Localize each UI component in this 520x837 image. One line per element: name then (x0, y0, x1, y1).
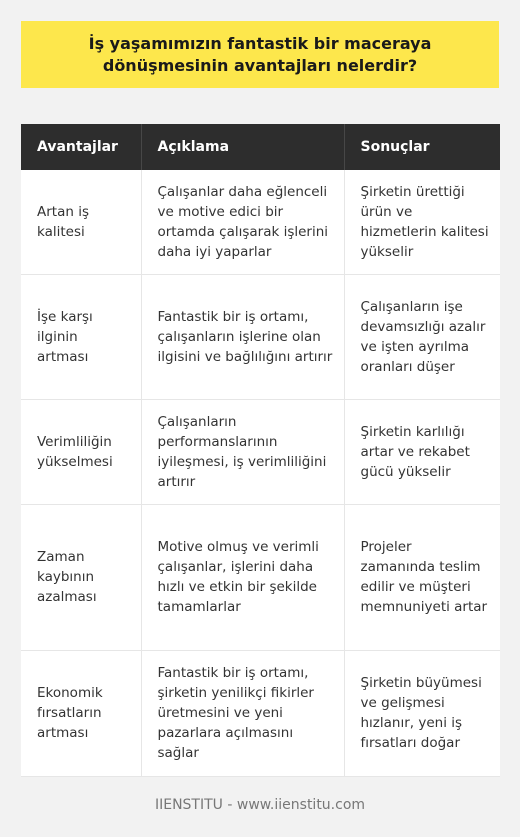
table-cell-advantage: İşe karşı ilginin artması (21, 274, 141, 399)
table-header-row (21, 124, 500, 170)
table-row (21, 504, 500, 650)
table-cell-description: Fantastik bir iş ortamı, şirketin yenilikçi fikirler üretmesini ve yeni pazarlara açılmasını sağlar (141, 650, 344, 776)
table-cell-advantage: Verimliliğin yükselmesi (21, 399, 141, 504)
table-cell-advantage: Zaman kaybının azalması (21, 504, 141, 650)
table-row (21, 399, 500, 504)
table-cell-advantage: Ekonomik fırsatların artması (21, 650, 141, 776)
table-cell-result: Şirketin büyümesi ve gelişmesi hızlanır, yeni iş fırsatları doğar (344, 650, 500, 776)
column-header-results: Sonuçlar (344, 124, 500, 170)
table-cell-result: Şirketin ürettiği ürün ve hizmetlerin kalitesi yükselir (344, 170, 500, 274)
column-header-advantages: Avantajlar (21, 124, 141, 170)
table-cell-description: Çalışanların performanslarının iyileşmesi, iş verimliliğini artırır (141, 399, 344, 504)
table-cell-description: Fantastik bir iş ortamı, çalışanların işlerine olan ilgisini ve bağlılığını artırır (141, 274, 344, 399)
title-banner (21, 21, 499, 88)
table-row (21, 170, 500, 274)
table-cell-description: Motive olmuş ve verimli çalışanlar, işlerini daha hızlı ve etkin bir şekilde tamamlarlar (141, 504, 344, 650)
table-cell-result: Şirketin karlılığı artar ve rekabet gücü yükselir (344, 399, 500, 504)
page-title: İş yaşamımızın fantastik bir maceraya dönüşmesinin avantajları nelerdir? (88, 33, 432, 75)
table-row (21, 650, 500, 776)
table-cell-description: Çalışanlar daha eğlenceli ve motive edici bir ortamda çalışarak işlerini daha iyi yaparlar (141, 170, 344, 274)
table-cell-result: Çalışanların işe devamsızlığı azalır ve işten ayrılma oranları düşer (344, 274, 500, 399)
table-cell-advantage: Artan iş kalitesi (21, 170, 141, 274)
advantages-table (21, 124, 500, 777)
table-row (21, 274, 500, 399)
table-cell-result: Projeler zamanında teslim edilir ve müşteri memnuniyeti artar (344, 504, 500, 650)
footer-credit: IIENSTITU - www.iienstitu.com (154, 797, 366, 813)
column-header-description: Açıklama (141, 124, 344, 170)
